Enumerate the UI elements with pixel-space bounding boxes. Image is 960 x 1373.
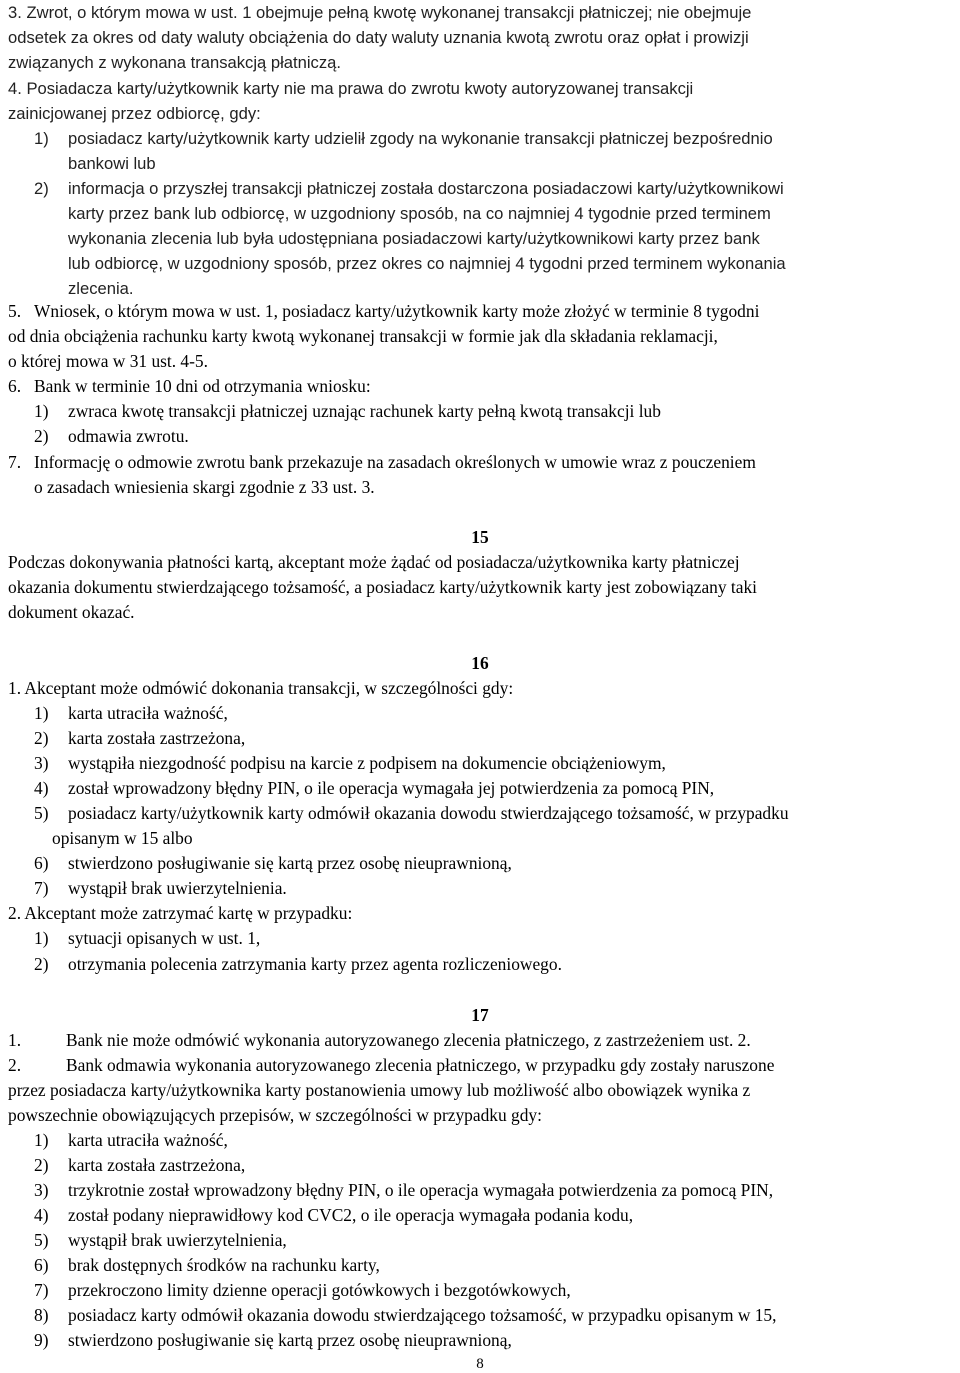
section-16-point-1: 1. Akceptant może odmówić dokonania transakcji, w szczególności gdy: — [8, 678, 514, 698]
list-item-text: został wprowadzony błędny PIN, o ile operacja wymagała jej potwierdzenia za pomocą PIN, — [68, 778, 715, 798]
paragraph-5-line-3: o której mowa w 31 ust. 4-5. — [8, 351, 208, 371]
list-item-text: przekroczono limity dzienne operacji gotówkowych i bezgotówkowych, — [68, 1280, 571, 1300]
list-item-text: karta utraciła ważność, — [68, 1130, 228, 1150]
list-item-text: stwierdzono posługiwanie się kartą przez osobę nieuprawnioną, — [68, 1330, 512, 1350]
paragraph-3-line-3: związanych z wykonana transakcją płatniczą. — [8, 53, 341, 72]
paragraph-5 — [8, 299, 956, 324]
list-item-text: zwraca kwotę transakcji płatniczej uznając rachunek karty pełną kwotą transakcji lub — [68, 401, 661, 421]
list-item-number: 4) — [34, 1205, 49, 1225]
list-item-number: 6) — [34, 853, 49, 873]
list-item-text: odmawia zwrotu. — [68, 426, 189, 446]
list-item — [34, 1153, 956, 1178]
section-17-point-1 — [8, 1028, 956, 1053]
list-item-number: 1) — [34, 1130, 49, 1150]
page-number: 8 — [476, 1356, 484, 1372]
list-item-text: opisanym w 15 albo — [52, 828, 193, 848]
list-item-number: 2) — [34, 179, 49, 198]
list-item — [34, 726, 956, 751]
section-15-line-2: okazania dokumentu stwierdzającego tożsamość, a posiadacz karty/użytkownik karty jest zobowiązany taki — [8, 577, 757, 597]
list-item — [34, 1303, 956, 1328]
list-item-continuation: bankowi lub — [68, 154, 156, 173]
list-item — [34, 126, 956, 151]
list-item-number: 2) — [34, 1155, 49, 1175]
paragraph-6 — [8, 374, 956, 399]
list-item-text: informacja o przyszłej transakcji płatniczej została dostarczona posiadaczowi karty/użytkownikowi — [68, 179, 784, 198]
list-item-number: 1) — [34, 928, 49, 948]
list-item-text: wystąpił brak uwierzytelnienia, — [68, 1230, 287, 1250]
section-17-point-2-line-1: Bank odmawia wykonania autoryzowanego zlecenia płatniczego, w przypadku gdy zostały naruszone — [66, 1055, 775, 1075]
list-item — [34, 1328, 956, 1353]
paragraph-5-line-1: Wniosek, o którym mowa w ust. 1, posiadacz karty/użytkownik karty może złożyć w terminie 8 tygodni — [34, 301, 760, 321]
paragraph-5-line-2: od dnia obciążenia rachunku karty kwotą wykonanej transakcji w formie jak dla składania reklamacji, — [8, 326, 718, 346]
paragraph-7 — [8, 450, 956, 475]
list-item-continuation: lub odbiorcę, w uzgodniony sposób, przez okres co najmniej 4 tygodni przed terminem wykonania — [68, 254, 786, 273]
list-item-text: stwierdzono posługiwanie się kartą przez osobę nieuprawnioną, — [68, 853, 512, 873]
list-item-text: brak dostępnych środków na rachunku karty, — [68, 1255, 380, 1275]
list-item — [34, 399, 956, 424]
list-item-text: został podany nieprawidłowy kod CVC2, o ile operacja wymagała podania kodu, — [68, 1205, 634, 1225]
list-item-number: 9) — [34, 1330, 49, 1350]
list-item-number: 4) — [34, 778, 49, 798]
section-15-line-1: Podczas dokonywania płatności kartą, akceptant może żądać od posiadacza/użytkownika karty płatniczej — [8, 552, 740, 572]
paragraph-number: 6. — [8, 376, 22, 396]
list-item — [34, 876, 956, 901]
list-item — [34, 851, 956, 876]
list-item-number: 1) — [34, 129, 49, 148]
list-item-number: 2) — [34, 954, 49, 974]
list-item-text: otrzymania polecenia zatrzymania karty przez agenta rozliczeniowego. — [68, 954, 562, 974]
section-heading-15: 15 — [471, 527, 489, 547]
section-17-point-1-text: Bank nie może odmówić wykonania autoryzowanego zlecenia płatniczego, z zastrzeżeniem ust. 2. — [66, 1030, 751, 1050]
paragraph-4-line-1: 4. Posiadacza karty/użytkownik karty nie ma prawa do zwrotu kwoty autoryzowanej transakcji — [8, 79, 694, 98]
section-17-point-2-line-3: powszechnie obowiązujących przepisów, w szczególności w przypadku gdy: — [8, 1105, 542, 1125]
paragraph-number: 1. — [8, 1030, 22, 1050]
list-item-text: wystąpiła niezgodność podpisu na karcie z podpisem na dokumencie obciążeniowym, — [68, 753, 666, 773]
list-item-text: wystąpił brak uwierzytelnienia. — [68, 878, 287, 898]
list-item-number: 3) — [34, 753, 49, 773]
list-item-text: trzykrotnie został wprowadzony błędny PIN, o ile operacja wymagała potwierdzenia za pomocą PIN, — [68, 1180, 774, 1200]
list-item — [34, 1178, 956, 1203]
list-item — [34, 1203, 956, 1228]
list-item — [34, 826, 956, 851]
list-item-text: karta została zastrzeżona, — [68, 728, 246, 748]
list-item-text: posiadacz karty/użytkownik karty odmówił okazania dowodu stwierdzającego tożsamość, w przypadku — [68, 803, 789, 823]
paragraph-3-line-1: 3. Zwrot, o którym mowa w ust. 1 obejmuje pełną kwotę wykonanej transakcji płatniczej; nie obejmuje — [8, 3, 752, 22]
list-item-continuation: wykonania zlecenia lub była udostępniana posiadaczowi karty/użytkownikowi karty przez bank — [68, 229, 760, 248]
list-item-number: 2) — [34, 728, 49, 748]
list-item — [34, 1253, 956, 1278]
list-item-number: 1) — [34, 703, 49, 723]
paragraph-number: 5. — [8, 301, 22, 321]
list-item-number: 8) — [34, 1305, 49, 1325]
paragraph-number: 2. — [8, 1055, 22, 1075]
paragraph-7-line-1: Informację o odmowie zwrotu bank przekazuje na zasadach określonych w umowie wraz z pouczeniem — [34, 452, 756, 472]
paragraph-4-line-2: zainicjowanej przez odbiorcę, gdy: — [8, 104, 261, 123]
section-16-point-2: 2. Akceptant może zatrzymać kartę w przypadku: — [8, 903, 353, 923]
list-item-text: sytuacji opisanych w ust. 1, — [68, 928, 261, 948]
list-item — [34, 801, 956, 826]
list-item-number: 7) — [34, 1280, 49, 1300]
list-item-text: posiadacz karty odmówił okazania dowodu stwierdzającego tożsamość, w przypadku opisanym w 15, — [68, 1305, 777, 1325]
paragraph-6-line-1: Bank w terminie 10 dni od otrzymania wniosku: — [34, 376, 371, 396]
list-item — [34, 701, 956, 726]
list-item-number: 2) — [34, 426, 49, 446]
list-item — [34, 926, 956, 951]
list-item — [34, 1228, 956, 1253]
list-item-continuation: karty przez bank lub odbiorcę, w uzgodniony sposób, na co najmniej 4 tygodnie przed terminem — [68, 204, 771, 223]
section-15-line-3: dokument okazać. — [8, 602, 135, 622]
list-item-text: karta została zastrzeżona, — [68, 1155, 246, 1175]
paragraph-3-line-2: odsetek za okres od daty waluty obciążenia do daty waluty uznania kwotą zwrotu oraz opłat i prowizji — [8, 28, 749, 47]
list-item — [34, 1278, 956, 1303]
list-item — [34, 751, 956, 776]
list-item — [34, 952, 956, 977]
section-heading-16: 16 — [471, 653, 489, 673]
list-item-number: 1) — [34, 401, 49, 421]
section-17-point-2 — [8, 1053, 956, 1078]
list-item-number: 5) — [34, 1230, 49, 1250]
list-item — [34, 776, 956, 801]
list-item-text: posiadacz karty/użytkownik karty udzielił zgody na wykonanie transakcji płatniczej bezpośrednio — [68, 129, 773, 148]
list-item — [34, 424, 956, 449]
list-item-number: 5) — [34, 803, 49, 823]
list-item-text: karta utraciła ważność, — [68, 703, 228, 723]
list-item-number: 7) — [34, 878, 49, 898]
paragraph-7-line-2: o zasadach wniesienia skargi zgodnie z 33 ust. 3. — [34, 477, 375, 497]
list-item — [34, 1128, 956, 1153]
section-17-point-2-line-2: przez posiadacza karty/użytkownika karty postanowienia umowy lub możliwość albo obowiązek wynika z — [8, 1080, 751, 1100]
list-item — [34, 176, 956, 201]
paragraph-number: 7. — [8, 452, 22, 472]
section-heading-17: 17 — [471, 1005, 489, 1025]
list-item-number: 6) — [34, 1255, 49, 1275]
list-item-continuation: zlecenia. — [68, 279, 134, 298]
list-item-number: 3) — [34, 1180, 49, 1200]
